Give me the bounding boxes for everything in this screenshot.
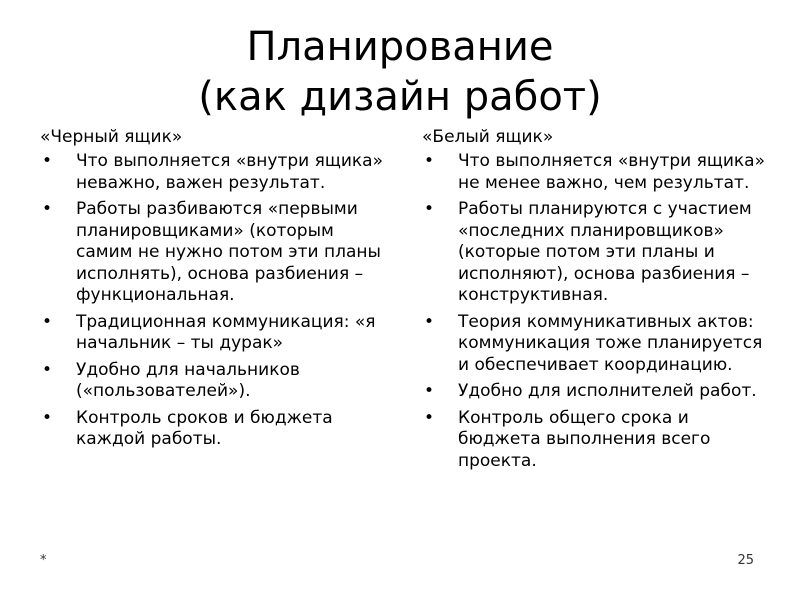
bullet-icon: • (42, 151, 53, 171)
list-item-text: Контроль сроков и бюджета каждой работы. (76, 407, 333, 449)
white-box-heading: «Белый ящик» (422, 127, 554, 147)
list-item (418, 151, 768, 194)
list-item-text: Удобно для начальников («пользователей»). (76, 359, 300, 401)
slide-title (0, 22, 800, 122)
black-box-column (36, 126, 386, 456)
bullet-icon: • (424, 381, 435, 401)
list-item (418, 199, 768, 307)
slide-title-line-2: (как дизайн работ) (198, 74, 602, 120)
white-box-column (418, 126, 768, 477)
list-item (418, 312, 768, 377)
list-item (418, 381, 768, 403)
bullet-icon: • (424, 199, 435, 219)
bullet-icon: • (424, 407, 435, 428)
list-item (36, 312, 386, 355)
footer-mark: * (40, 553, 47, 568)
bullet-icon: • (42, 407, 53, 428)
list-item-text: Контроль общего срока и бюджета выполнения всего проекта. (458, 407, 711, 471)
slide-title-line-1: Планирование (246, 24, 554, 70)
list-item (36, 408, 386, 451)
list-item-text: Работы разбиваются «первыми планировщиками» (которым самим не нужно потом эти планы исполнять), основа разбиения – функциональная. (76, 199, 381, 305)
bullet-icon: • (424, 151, 435, 171)
list-item (36, 151, 386, 194)
list-item (36, 199, 386, 307)
list-item (36, 360, 386, 403)
white-box-list (418, 151, 768, 472)
bullet-icon: • (424, 311, 435, 332)
bullet-icon: • (42, 311, 53, 332)
list-item-text: Удобно для исполнителей работ. (458, 381, 757, 401)
black-box-heading: «Черный ящик» (40, 127, 183, 147)
list-item-text: Работы планируются с участием «последних планировщиков» (которые потом эти планы и исполняют), основа разбиения – конструктивная. (458, 199, 752, 305)
black-box-list (36, 151, 386, 451)
list-item (418, 408, 768, 473)
list-item-text: Что выполняется «внутри ящика» неважно, важен результат. (76, 151, 383, 193)
bullet-icon: • (42, 199, 53, 219)
bullet-icon: • (42, 359, 53, 380)
list-item-text: Что выполняется «внутри ящика» не менее важно, чем результат. (458, 151, 765, 193)
list-item-text: Традиционная коммуникация: «я начальник – ты дурак» (76, 311, 376, 353)
list-item-text: Теория коммуникативных актов: коммуникация тоже планируется и обеспечивает координацию. (458, 311, 763, 375)
page-number: 25 (737, 553, 754, 568)
